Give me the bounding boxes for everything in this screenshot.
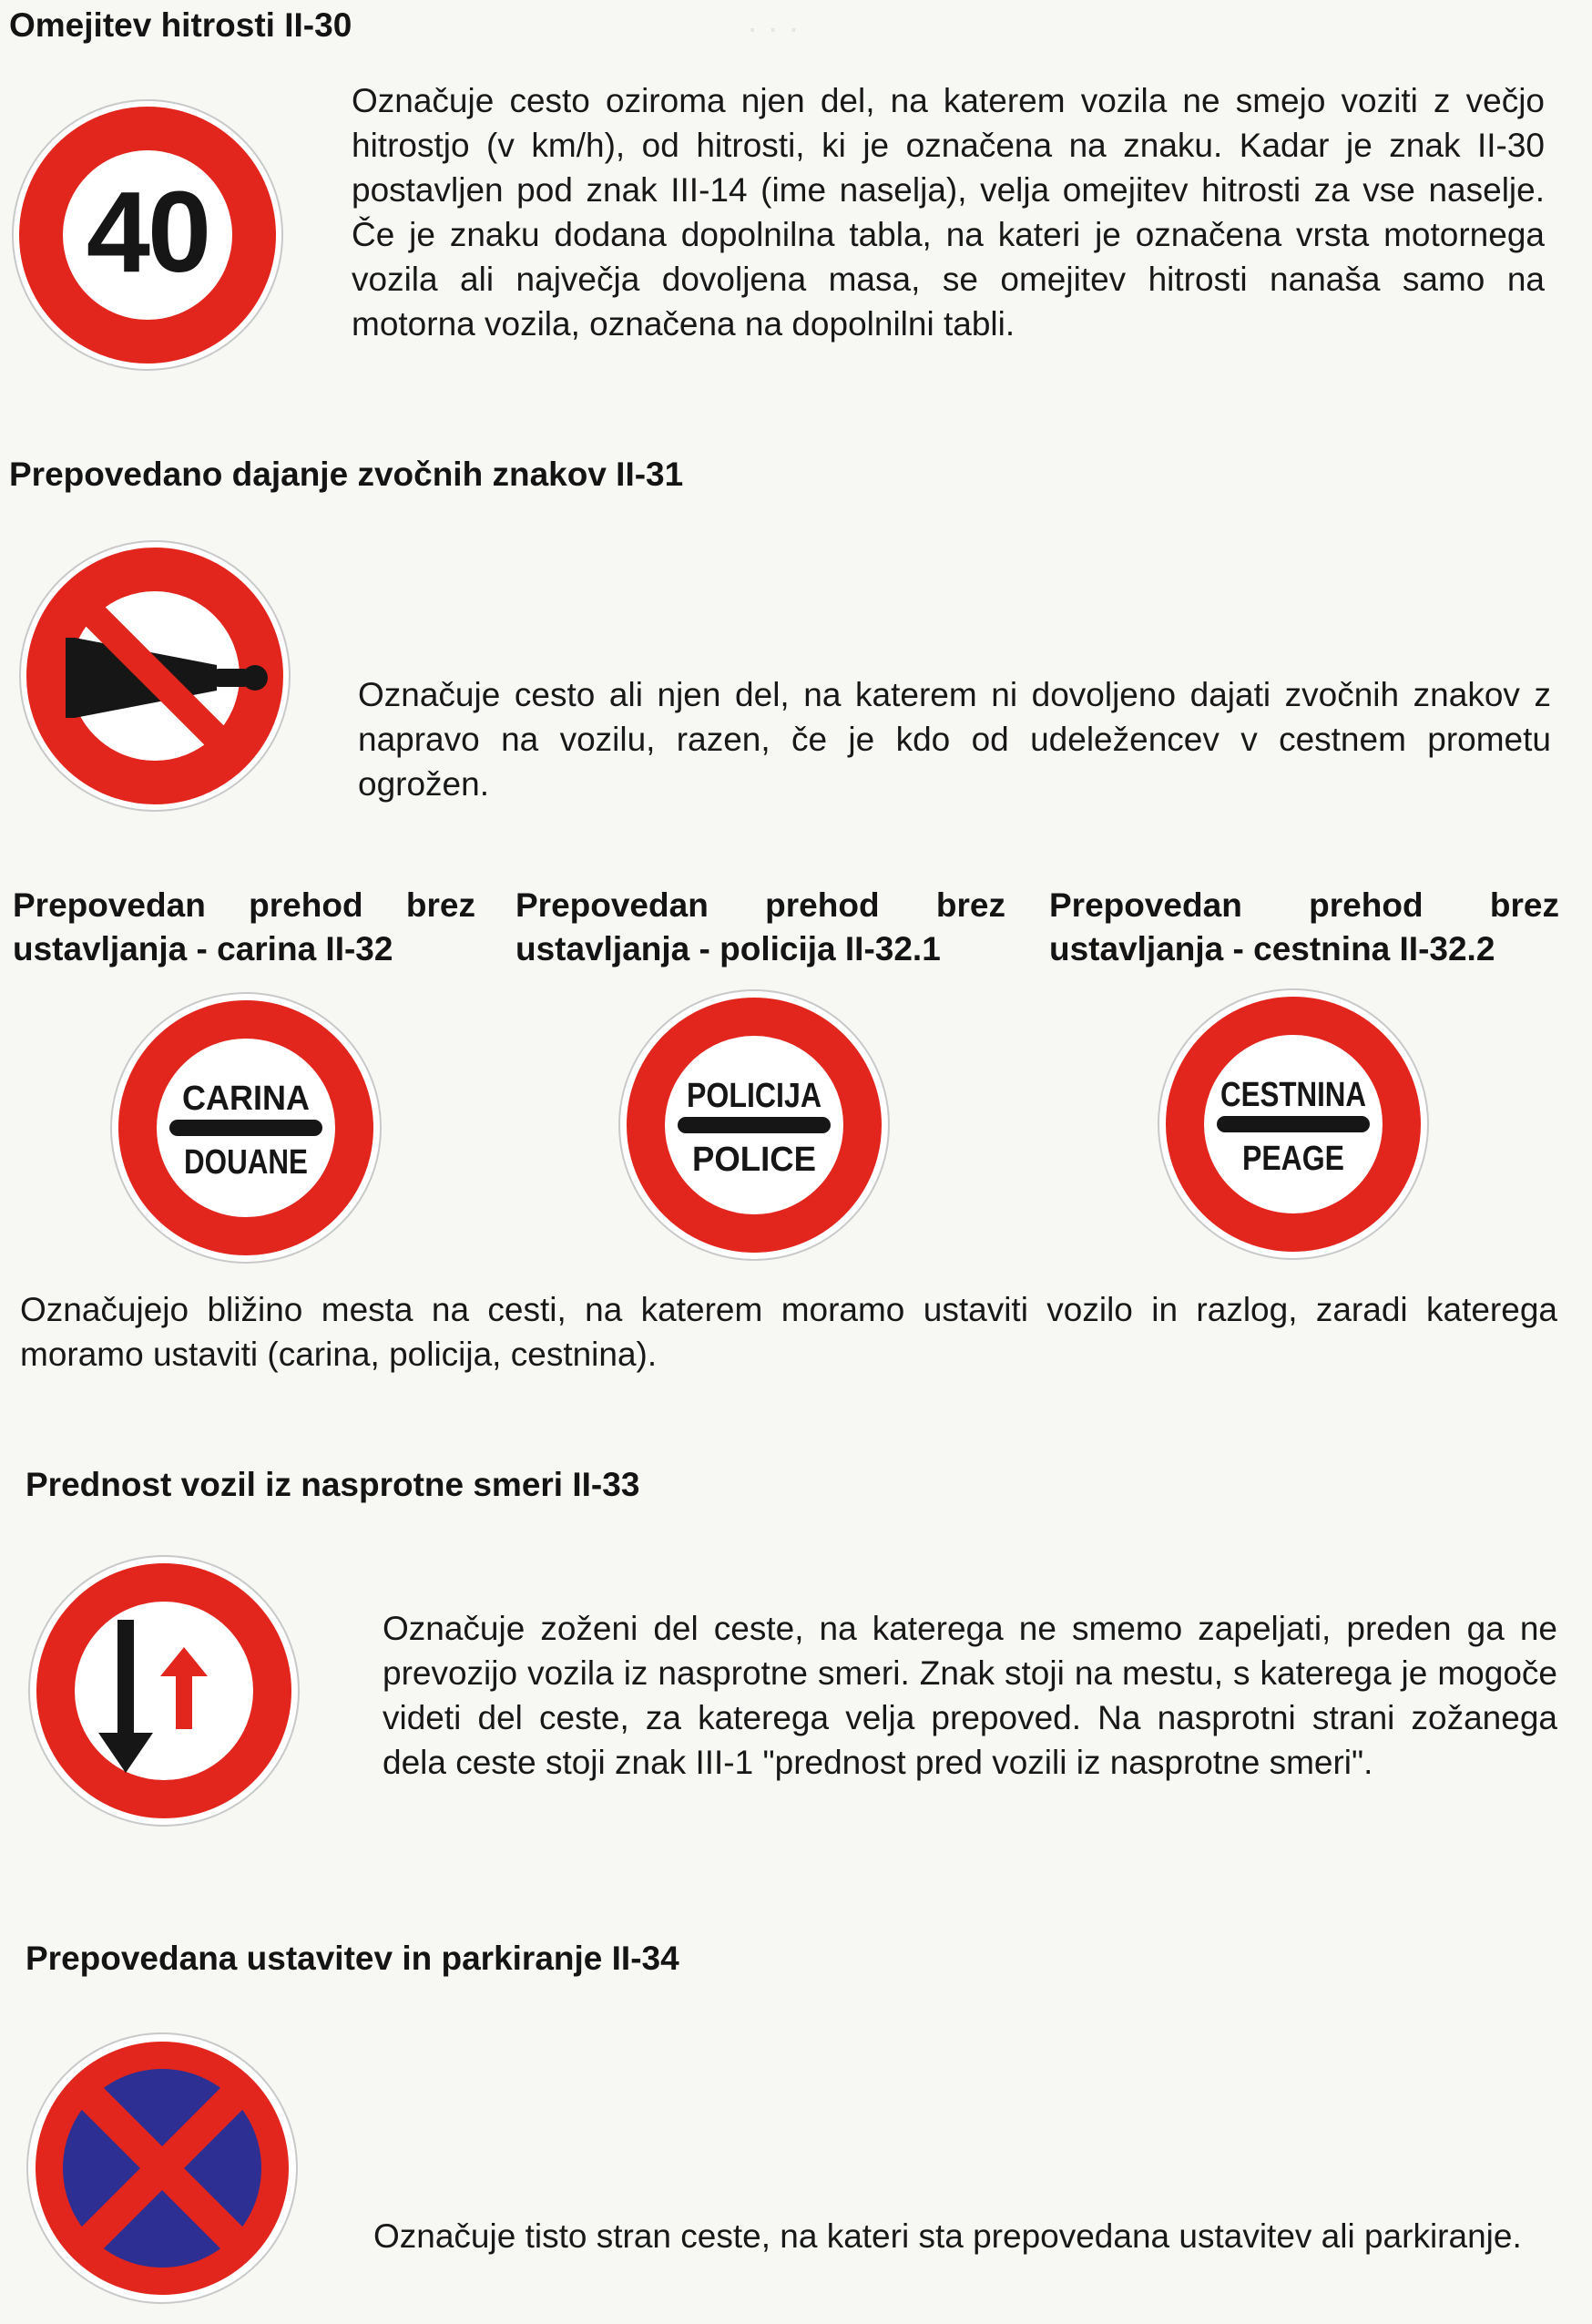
- toll-sign-top-label: CESTNINA: [1220, 1076, 1366, 1114]
- customs-sign-bottom-label: DOUANE: [184, 1143, 308, 1182]
- section-title-ii-32: Prepovedan prehod brez ustavljanja - carina II-32: [13, 886, 475, 967]
- section-title-ii-34: Prepovedana ustavitev in parkiranje II-34: [26, 1940, 679, 1977]
- speed-limit-sign-icon: [11, 98, 284, 372]
- toll-stop-sign-icon: [1157, 988, 1430, 1261]
- police-sign-bottom-label: POLICE: [692, 1141, 816, 1179]
- show-through-text: · · ·: [747, 9, 800, 46]
- section-title-ii-30: Omejitev hitrosti II-30: [9, 6, 352, 44]
- toll-sign-bottom-label: PEAGE: [1242, 1140, 1344, 1178]
- description-ii-31: Označuje cesto ali njen del, na katerem ni dovoljeno dajati zvočnih znakov z napravo na vozilu, razen, če je kdo od udeležencev v cestnem prometu ogrožen.: [358, 676, 1551, 803]
- customs-sign-top-label: CARINA: [182, 1080, 310, 1118]
- customs-stop-sign-icon: [109, 991, 383, 1264]
- horn-prohibited-sign-icon: [18, 539, 291, 813]
- section-title-ii-33: Prednost vozil iz nasprotne smeri II-33: [26, 1466, 640, 1503]
- description-ii-32: Označujejo bližino mesta na cesti, na katerem moramo ustaviti vozilo in razlog, zaradi katerega moramo ustaviti (carina, policija, cestnina).: [20, 1291, 1557, 1373]
- no-stopping-sign-icon: [26, 2032, 299, 2305]
- oncoming-priority-sign-icon: [27, 1554, 301, 1827]
- description-ii-33: Označuje zoženi del ceste, na katerega ne smemo zapeljati, preden ga ne prevozijo vozila iz nasprotne smeri. Znak stoji na mestu, s katerega je mogoče videti del ceste, za katerega velja prepoved. Na nasprotni strani zožanega dela ceste stoji znak III-1 "prednost pred vozili iz nasprotne smeri".: [383, 1610, 1557, 1781]
- description-ii-30: Označuje cesto oziroma njen del, na katerem vozila ne smejo voziti z večjo hitrostjo (v km/h), od hitrosti, ki je označena na znaku. Kadar je znak II-30 postavljen pod znak III-14 (ime naselja), velja omejitev hitrosti za vse naselje. Če je znaku dodana dopolnilna tabla, na kateri je označena vrsta motornega vozila ali največja dovoljena masa, se omejitev hitrosti nanaša samo na motorna vozila, označena na dopolnilni tabli.: [352, 82, 1545, 343]
- section-title-ii-31: Prepovedano dajanje zvočnih znakov II-31: [9, 456, 684, 493]
- police-stop-sign-icon: [617, 988, 891, 1262]
- section-title-ii-32-1: Prepovedan prehod brez ustavljanja - policija II-32.1: [515, 886, 1005, 967]
- section-title-ii-32-2: Prepovedan prehod brez ustavljanja - cestnina II-32.2: [1049, 886, 1559, 967]
- description-ii-34: Označuje tisto stran ceste, na kateri sta prepovedana ustavitev ali parkiranje.: [373, 2217, 1522, 2255]
- speed-limit-value: 40: [86, 168, 209, 296]
- police-sign-top-label: POLICIJA: [687, 1077, 822, 1115]
